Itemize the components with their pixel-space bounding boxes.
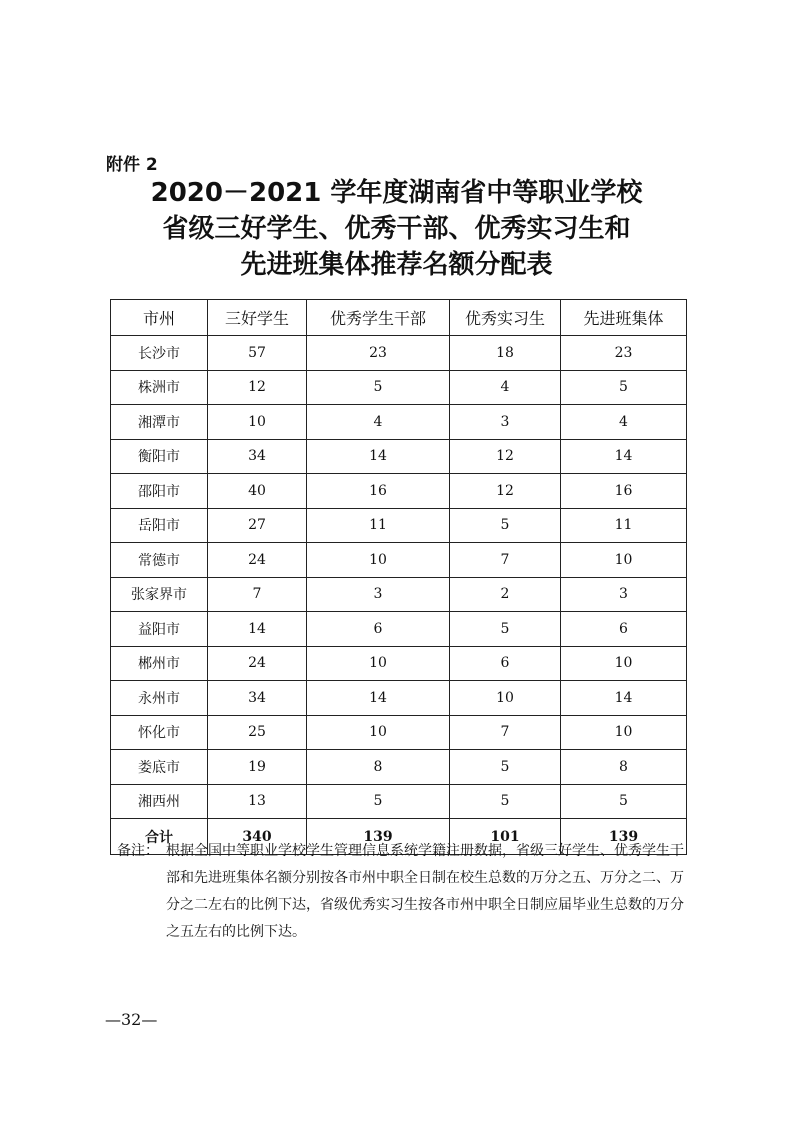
cell-advanced-class: 14 — [561, 439, 687, 474]
header-advanced-class: 先进班集体 — [561, 300, 687, 336]
cell-city: 益阳市 — [111, 612, 208, 647]
cell-advanced-class: 10 — [561, 543, 687, 578]
table-row — [111, 577, 687, 612]
cell-student-cadre: 6 — [307, 612, 450, 647]
cell-city: 衡阳市 — [111, 439, 208, 474]
cell-city: 娄底市 — [111, 750, 208, 785]
document-title-line-2: 省级三好学生、优秀干部、优秀实习生和 — [162, 214, 631, 244]
cell-advanced-class: 23 — [561, 336, 687, 371]
cell-advanced-class: 10 — [561, 646, 687, 681]
cell-intern: 5 — [450, 784, 561, 819]
cell-city: 湘潭市 — [111, 405, 208, 440]
cell-student-cadre: 11 — [307, 508, 450, 543]
table-row — [111, 439, 687, 474]
cell-city: 怀化市 — [111, 715, 208, 750]
cell-student-cadre: 10 — [307, 646, 450, 681]
table-row — [111, 612, 687, 647]
table-row — [111, 370, 687, 405]
cell-intern: 7 — [450, 543, 561, 578]
cell-intern: 18 — [450, 336, 561, 371]
total-student-cadre: 139 — [307, 819, 450, 855]
cell-student-cadre: 14 — [307, 439, 450, 474]
cell-city: 郴州市 — [111, 646, 208, 681]
footnote — [117, 838, 692, 946]
footnote-label: 备注： — [117, 843, 159, 859]
cell-city: 邵阳市 — [111, 474, 208, 509]
cell-advanced-class: 14 — [561, 681, 687, 716]
cell-intern: 12 — [450, 474, 561, 509]
table-row — [111, 508, 687, 543]
table-header-row — [111, 300, 687, 336]
header-merit-student: 三好学生 — [208, 300, 307, 336]
table-row — [111, 750, 687, 785]
cell-intern: 6 — [450, 646, 561, 681]
cell-merit-student: 7 — [208, 577, 307, 612]
quota-table — [110, 299, 687, 855]
table-row — [111, 681, 687, 716]
page-number: —32— — [105, 1010, 158, 1029]
document-title-line-3: 先进班集体推荐名额分配表 — [240, 250, 553, 280]
total-advanced-class: 139 — [561, 819, 687, 855]
cell-advanced-class: 4 — [561, 405, 687, 440]
header-intern: 优秀实习生 — [450, 300, 561, 336]
cell-advanced-class: 10 — [561, 715, 687, 750]
cell-intern: 4 — [450, 370, 561, 405]
cell-merit-student: 57 — [208, 336, 307, 371]
cell-advanced-class: 5 — [561, 784, 687, 819]
cell-student-cadre: 10 — [307, 715, 450, 750]
cell-student-cadre: 23 — [307, 336, 450, 371]
total-intern: 101 — [450, 819, 561, 855]
cell-city: 株洲市 — [111, 370, 208, 405]
cell-student-cadre: 5 — [307, 370, 450, 405]
cell-merit-student: 34 — [208, 681, 307, 716]
cell-advanced-class: 8 — [561, 750, 687, 785]
cell-merit-student: 24 — [208, 543, 307, 578]
cell-merit-student: 19 — [208, 750, 307, 785]
table-row — [111, 405, 687, 440]
cell-merit-student: 24 — [208, 646, 307, 681]
cell-advanced-class: 5 — [561, 370, 687, 405]
cell-merit-student: 34 — [208, 439, 307, 474]
cell-merit-student: 25 — [208, 715, 307, 750]
cell-advanced-class: 11 — [561, 508, 687, 543]
cell-merit-student: 13 — [208, 784, 307, 819]
cell-city: 长沙市 — [111, 336, 208, 371]
cell-student-cadre: 4 — [307, 405, 450, 440]
cell-advanced-class: 6 — [561, 612, 687, 647]
cell-merit-student: 10 — [208, 405, 307, 440]
cell-intern: 3 — [450, 405, 561, 440]
table-row — [111, 474, 687, 509]
cell-merit-student: 14 — [208, 612, 307, 647]
cell-student-cadre: 10 — [307, 543, 450, 578]
document-title-line-1: 2020－2021 学年度湖南省中等职业学校 — [150, 178, 643, 208]
cell-student-cadre: 8 — [307, 750, 450, 785]
cell-city: 常德市 — [111, 543, 208, 578]
cell-city: 永州市 — [111, 681, 208, 716]
table-row — [111, 646, 687, 681]
cell-intern: 5 — [450, 750, 561, 785]
header-student-cadre: 优秀学生干部 — [307, 300, 450, 336]
table-row — [111, 715, 687, 750]
cell-merit-student: 40 — [208, 474, 307, 509]
cell-intern: 5 — [450, 508, 561, 543]
cell-intern: 12 — [450, 439, 561, 474]
cell-student-cadre: 16 — [307, 474, 450, 509]
total-city: 合计 — [111, 819, 208, 855]
cell-intern: 7 — [450, 715, 561, 750]
cell-city: 湘西州 — [111, 784, 208, 819]
table-body — [111, 336, 687, 855]
cell-intern: 2 — [450, 577, 561, 612]
cell-intern: 5 — [450, 612, 561, 647]
cell-student-cadre: 14 — [307, 681, 450, 716]
cell-city: 岳阳市 — [111, 508, 208, 543]
attachment-label: 附件 2 — [106, 155, 158, 175]
table-row — [111, 336, 687, 371]
cell-intern: 10 — [450, 681, 561, 716]
cell-student-cadre: 5 — [307, 784, 450, 819]
cell-city: 张家界市 — [111, 577, 208, 612]
cell-merit-student: 27 — [208, 508, 307, 543]
cell-merit-student: 12 — [208, 370, 307, 405]
cell-advanced-class: 3 — [561, 577, 687, 612]
cell-student-cadre: 3 — [307, 577, 450, 612]
table-row — [111, 543, 687, 578]
footnote-text: 根据全国中等职业学校学生管理信息系统学籍注册数据，省级三好学生、优秀学生干部和先进班集体名额分别按各市州中职全日制在校生总数的万分之五、万分之二、万分之二左右的比例下达，省级优秀实习生按各市州中职全日制应届毕业生总数的万分之五左右的比例下达。 — [166, 843, 684, 940]
table-row — [111, 784, 687, 819]
header-city: 市州 — [111, 300, 208, 336]
total-merit-student: 340 — [208, 819, 307, 855]
cell-advanced-class: 16 — [561, 474, 687, 509]
